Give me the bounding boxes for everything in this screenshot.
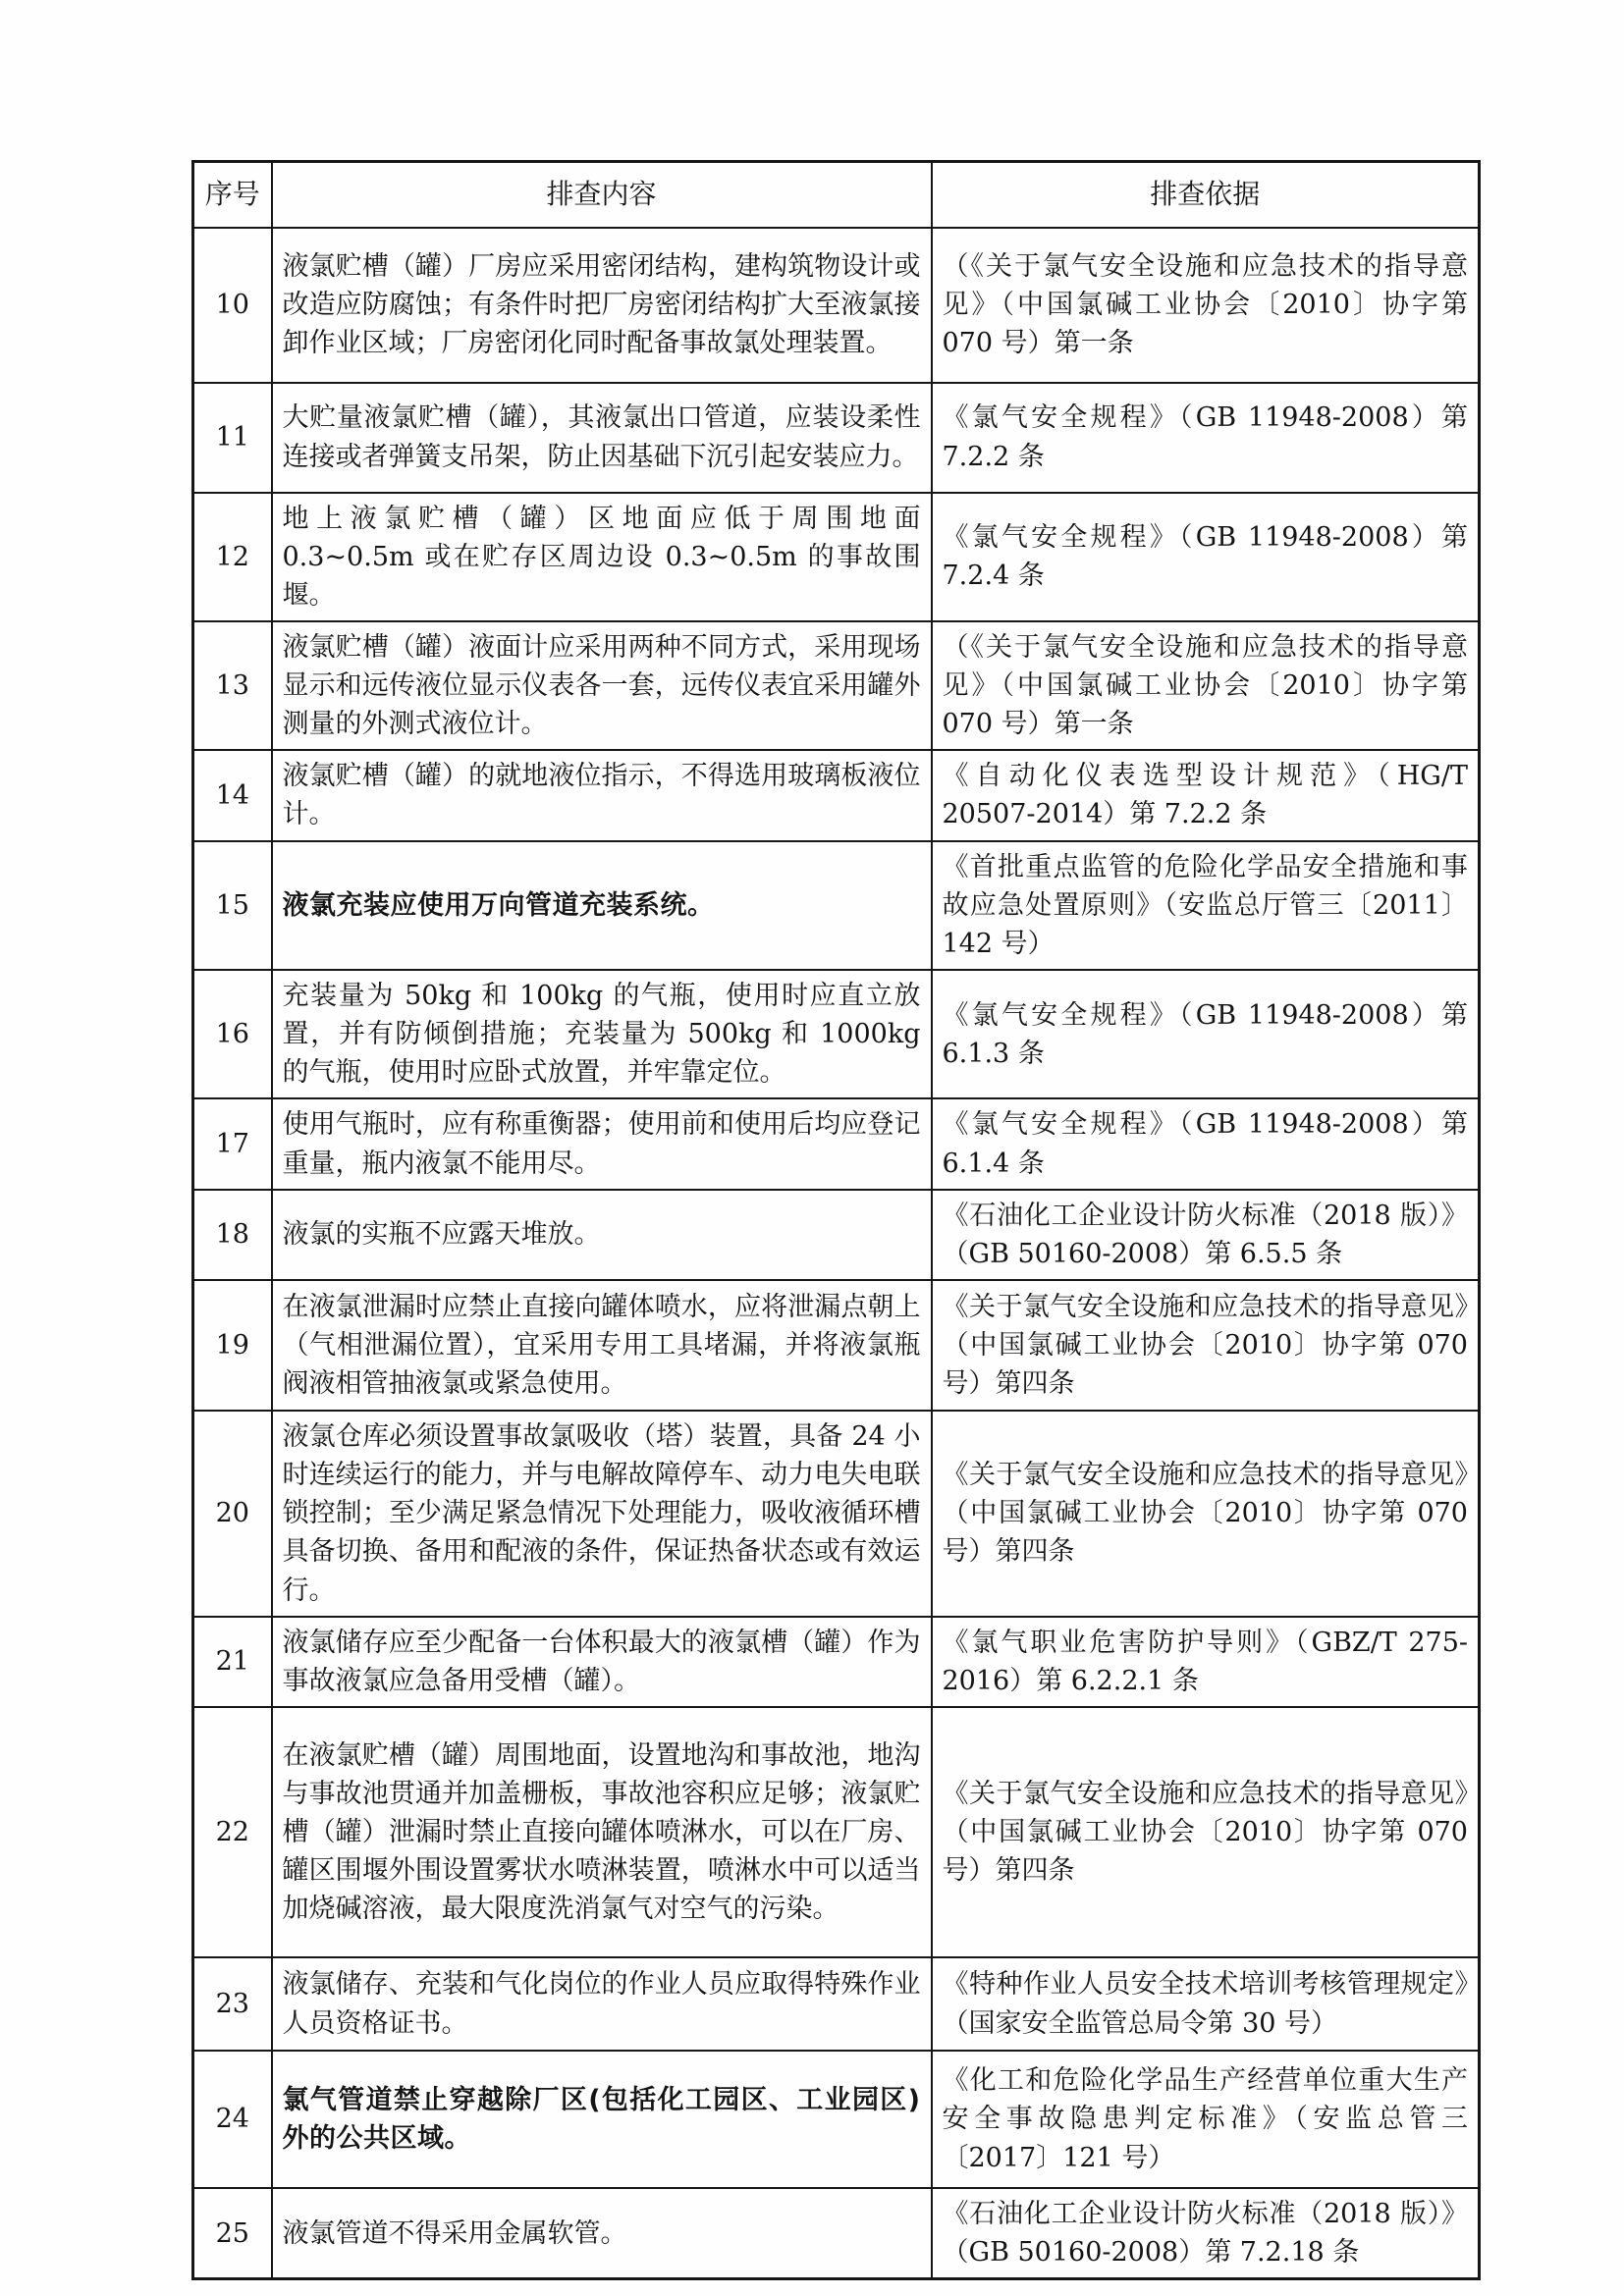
- row-number: 20: [193, 1411, 272, 1617]
- inspection-basis: 《自动化仪表选型设计规范》（HG/T 20507-2014）第 7.2.2 条: [932, 750, 1480, 840]
- inspection-basis: 《氯气安全规程》（GB 11948-2008）第 7.2.4 条: [932, 493, 1480, 621]
- row-number: 16: [193, 970, 272, 1098]
- inspection-content: 充装量为 50kg 和 100kg 的气瓶，使用时应直立放置，并有防倾倒措施；充装量为 500kg 和 1000kg 的气瓶，使用时应卧式放置，并牢靠定位。: [272, 970, 932, 1098]
- inspection-content: 氯气管道禁止穿越除厂区(包括化工园区、工业园区)外的公共区域。: [272, 2051, 932, 2188]
- inspection-content: 液氯贮槽（罐）厂房应采用密闭结构，建构筑物设计或改造应防腐蚀；有条件时把厂房密闭结构扩大至液氯接卸作业区域；厂房密闭化同时配备事故氯处理装置。: [272, 228, 932, 383]
- table-row: [193, 750, 1480, 840]
- inspection-content: 使用气瓶时，应有称重衡器；使用前和使用后均应登记重量，瓶内液氯不能用尽。: [272, 1098, 932, 1189]
- inspection-content: 液氯的实瓶不应露天堆放。: [272, 1190, 932, 1280]
- inspection-content: 大贮量液氯贮槽（罐），其液氯出口管道，应装设柔性连接或者弹簧支吊架，防止因基础下沉引起安装应力。: [272, 383, 932, 493]
- inspection-basis: （《关于氯气安全设施和应急技术的指导意见》（中国氯碱工业协会〔2010〕协字第 070 号）第一条: [932, 228, 1480, 383]
- table-row: [193, 1098, 1480, 1189]
- table-row: [193, 493, 1480, 621]
- row-number: 22: [193, 1707, 272, 1957]
- table-row: [193, 1707, 1480, 1957]
- inspection-basis: 《关于氯气安全设施和应急技术的指导意见》（中国氯碱工业协会〔2010〕协字第 070 号）第四条: [932, 1280, 1480, 1411]
- inspection-basis: 《石油化工企业设计防火标准（2018 版）》（GB 50160-2008）第 7.2.18 条: [932, 2188, 1480, 2279]
- row-number: 17: [193, 1098, 272, 1189]
- inspection-content: 在液氯贮槽（罐）周围地面，设置地沟和事故池，地沟与事故池贯通并加盖栅板，事故池容积应足够；液氯贮槽（罐）泄漏时禁止直接向罐体喷淋水，可以在厂房、罐区围堰外围设置雾状水喷淋装置，喷淋水中可以适当加烧碱溶液，最大限度洗消氯气对空气的污染。: [272, 1707, 932, 1957]
- inspection-content: 液氯储存、充装和气化岗位的作业人员应取得特殊作业人员资格证书。: [272, 1957, 932, 2051]
- row-number: 19: [193, 1280, 272, 1411]
- inspection-basis: 《氯气安全规程》（GB 11948-2008）第 6.1.3 条: [932, 970, 1480, 1098]
- table-row: [193, 970, 1480, 1098]
- row-number: 21: [193, 1617, 272, 1707]
- inspection-content: 在液氯泄漏时应禁止直接向罐体喷水，应将泄漏点朝上（气相泄漏位置），宜采用专用工具堵漏，并将液氯瓶阀液相管抽液氯或紧急使用。: [272, 1280, 932, 1411]
- inspection-content: 液氯储存应至少配备一台体积最大的液氯槽（罐）作为事故液氯应急备用受槽（罐）。: [272, 1617, 932, 1707]
- inspection-basis: （《关于氯气安全设施和应急技术的指导意见》（中国氯碱工业协会〔2010〕协字第 070 号）第一条: [932, 621, 1480, 750]
- inspection-basis: 《氯气安全规程》（GB 11948-2008）第 7.2.2 条: [932, 383, 1480, 493]
- row-number: 10: [193, 228, 272, 383]
- table-row: [193, 1411, 1480, 1617]
- checklist-body: [193, 228, 1480, 2279]
- header-no: 序号: [193, 162, 272, 228]
- row-number: 11: [193, 383, 272, 493]
- inspection-basis: 《氯气职业危害防护导则》（GBZ/T 275-2016）第 6.2.2.1 条: [932, 1617, 1480, 1707]
- table-header-row: [193, 162, 1480, 228]
- inspection-content: 液氯贮槽（罐）液面计应采用两种不同方式，采用现场显示和远传液位显示仪表各一套，远传仪表宜采用罐外测量的外测式液位计。: [272, 621, 932, 750]
- inspection-content: 液氯管道不得采用金属软管。: [272, 2188, 932, 2279]
- row-number: 15: [193, 841, 272, 970]
- table-row: [193, 621, 1480, 750]
- inspection-basis: 《氯气安全规程》（GB 11948-2008）第 6.1.4 条: [932, 1098, 1480, 1189]
- inspection-basis: 《关于氯气安全设施和应急技术的指导意见》（中国氯碱工业协会〔2010〕协字第 070 号）第四条: [932, 1707, 1480, 1957]
- inspection-content: 液氯仓库必须设置事故氯吸收（塔）装置，具备 24 小时连续运行的能力，并与电解故障停车、动力电失电联锁控制；至少满足紧急情况下处理能力，吸收液循环槽具备切换、备用和配液的条件，保证热备状态或有效运行。: [272, 1411, 932, 1617]
- header-content: 排查内容: [272, 162, 932, 228]
- row-number: 12: [193, 493, 272, 621]
- table-row: [193, 1190, 1480, 1280]
- inspection-content: 液氯充装应使用万向管道充装系统。: [272, 841, 932, 970]
- row-number: 18: [193, 1190, 272, 1280]
- row-number: 13: [193, 621, 272, 750]
- inspection-basis: 《关于氯气安全设施和应急技术的指导意见》（中国氯碱工业协会〔2010〕协字第 070 号）第四条: [932, 1411, 1480, 1617]
- row-number: 23: [193, 1957, 272, 2051]
- inspection-basis: 《化工和危险化学品生产经营单位重大生产安全事故隐患判定标准》（安监总管三〔2017〕121 号）: [932, 2051, 1480, 2188]
- row-number: 24: [193, 2051, 272, 2188]
- table-row: [193, 228, 1480, 383]
- table-row: [193, 2051, 1480, 2188]
- table-row: [193, 841, 1480, 970]
- row-number: 25: [193, 2188, 272, 2279]
- inspection-table: [191, 160, 1481, 2280]
- table-row: [193, 2188, 1480, 2279]
- inspection-basis: 《特种作业人员安全技术培训考核管理规定》（国家安全监管总局令第 30 号）: [932, 1957, 1480, 2051]
- inspection-basis: 《首批重点监管的危险化学品安全措施和事故应急处置原则》（安监总厅管三〔2011〕142 号）: [932, 841, 1480, 970]
- table-row: [193, 383, 1480, 493]
- inspection-content: 地上液氯贮槽（罐）区地面应低于周围地面 0.3~0.5m 或在贮存区周边设 0.3~0.5m 的事故围堰。: [272, 493, 932, 621]
- table-row: [193, 1617, 1480, 1707]
- inspection-content: 液氯贮槽（罐）的就地液位指示，不得选用玻璃板液位计。: [272, 750, 932, 840]
- table-row: [193, 1957, 1480, 2051]
- header-basis: 排查依据: [932, 162, 1480, 228]
- table-row: [193, 1280, 1480, 1411]
- row-number: 14: [193, 750, 272, 840]
- inspection-basis: 《石油化工企业设计防火标准（2018 版）》（GB 50160-2008）第 6.5.5 条: [932, 1190, 1480, 1280]
